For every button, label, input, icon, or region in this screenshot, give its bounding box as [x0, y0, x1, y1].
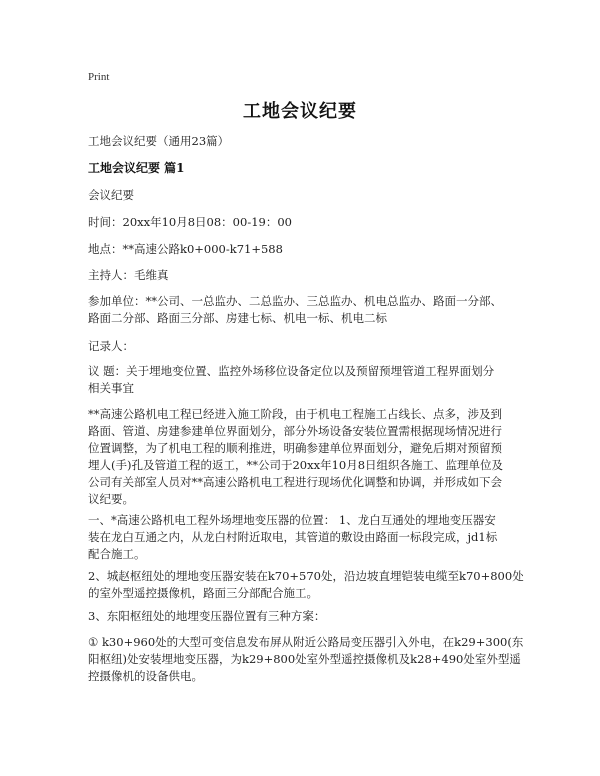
- intro-line: 埋人(手)孔及管道工程的返工，**公司于20xx年10月8日组织各施工、监理单位及: [88, 458, 504, 472]
- document-title: 工地会议纪要: [243, 101, 357, 122]
- intro-line: 公司有关部室人员对**高速公路机电工程进行现场优化调整和协调，并形成如下会: [88, 475, 502, 489]
- meeting-time: 时间：20xx年10月8日08：00-19：00: [88, 215, 292, 229]
- item3-option1-line: ① k30+960处的大型可变信息发布屏从附近公路局变压器引入外电，在k29+300(东: [88, 635, 524, 649]
- item1-line: 装在龙白互通之内，从龙白村附近取电，其管道的敷设由路面一标段完成，jd1标: [88, 530, 498, 544]
- intro-line: 位置调整，为了机电工程的顺利推进，明确参建单位界面划分，避免后期对预留预: [88, 441, 502, 455]
- intro-paragraph: [88, 406, 518, 508]
- recorder-label: 记录人：: [88, 339, 134, 353]
- topic-line: 议 题：关于埋地变位置、监控外场移位设备定位以及预留预埋管道工程界面划分: [88, 364, 495, 378]
- item3-heading: 3、东阳枢纽处的地埋变压器位置有三种方案：: [88, 609, 326, 623]
- item3-option1-paragraph: [88, 634, 524, 685]
- attendees-line: 参加单位：**公司、一总监办、二总监办、三总监办、机电总监办、路面一分部、: [88, 294, 502, 308]
- doc-type-label: 会议纪要: [88, 188, 134, 202]
- attendees-paragraph: [88, 293, 518, 327]
- meeting-host: 主持人：毛维真: [88, 268, 169, 282]
- item3-option1-line: 控摄像机的设备供电。: [88, 669, 203, 683]
- meeting-location: 地点：**高速公路k0+000-k71+588: [88, 242, 283, 256]
- item1-paragraph: [88, 512, 518, 563]
- print-label[interactable]: Print: [88, 71, 110, 83]
- section-heading: 工地会议纪要 篇1: [88, 161, 185, 175]
- item1-line: 配合施工。: [88, 547, 146, 561]
- item2-line: 2、城赵枢纽处的埋地变压器安装在k70+570处，沿边坡直埋铠装电缆至k70+800处: [88, 569, 524, 583]
- document-subtitle: 工地会议纪要（通用23篇）: [88, 134, 230, 148]
- intro-line: **高速公路机电工程已经进入施工阶段，由于机电工程施工占线长、点多，涉及到: [88, 407, 502, 421]
- topic-line: 相关事宜: [88, 381, 134, 395]
- item3-option1-line: 阳枢纽)处安装埋地变压器，为k29+800处室外型遥控摄像机及k28+490处室外型遥: [88, 652, 521, 666]
- intro-line: 议纪要。: [88, 492, 134, 506]
- item1-line: 一、*高速公路机电工程外场埋地变压器的位置： 1、龙白互通处的埋地变压器安: [88, 513, 496, 527]
- topic-paragraph: [88, 363, 518, 397]
- attendees-line: 路面二分部、路面三分部、房建七标、机电一标、机电二标: [88, 311, 387, 325]
- intro-line: 路面、管道、房建参建单位界面划分，部分外场设备安装位置需根据现场情况进行: [88, 424, 502, 438]
- item2-paragraph: [88, 568, 524, 602]
- item2-line: 的室外型遥控摄像机，路面三分部配合施工。: [88, 586, 318, 600]
